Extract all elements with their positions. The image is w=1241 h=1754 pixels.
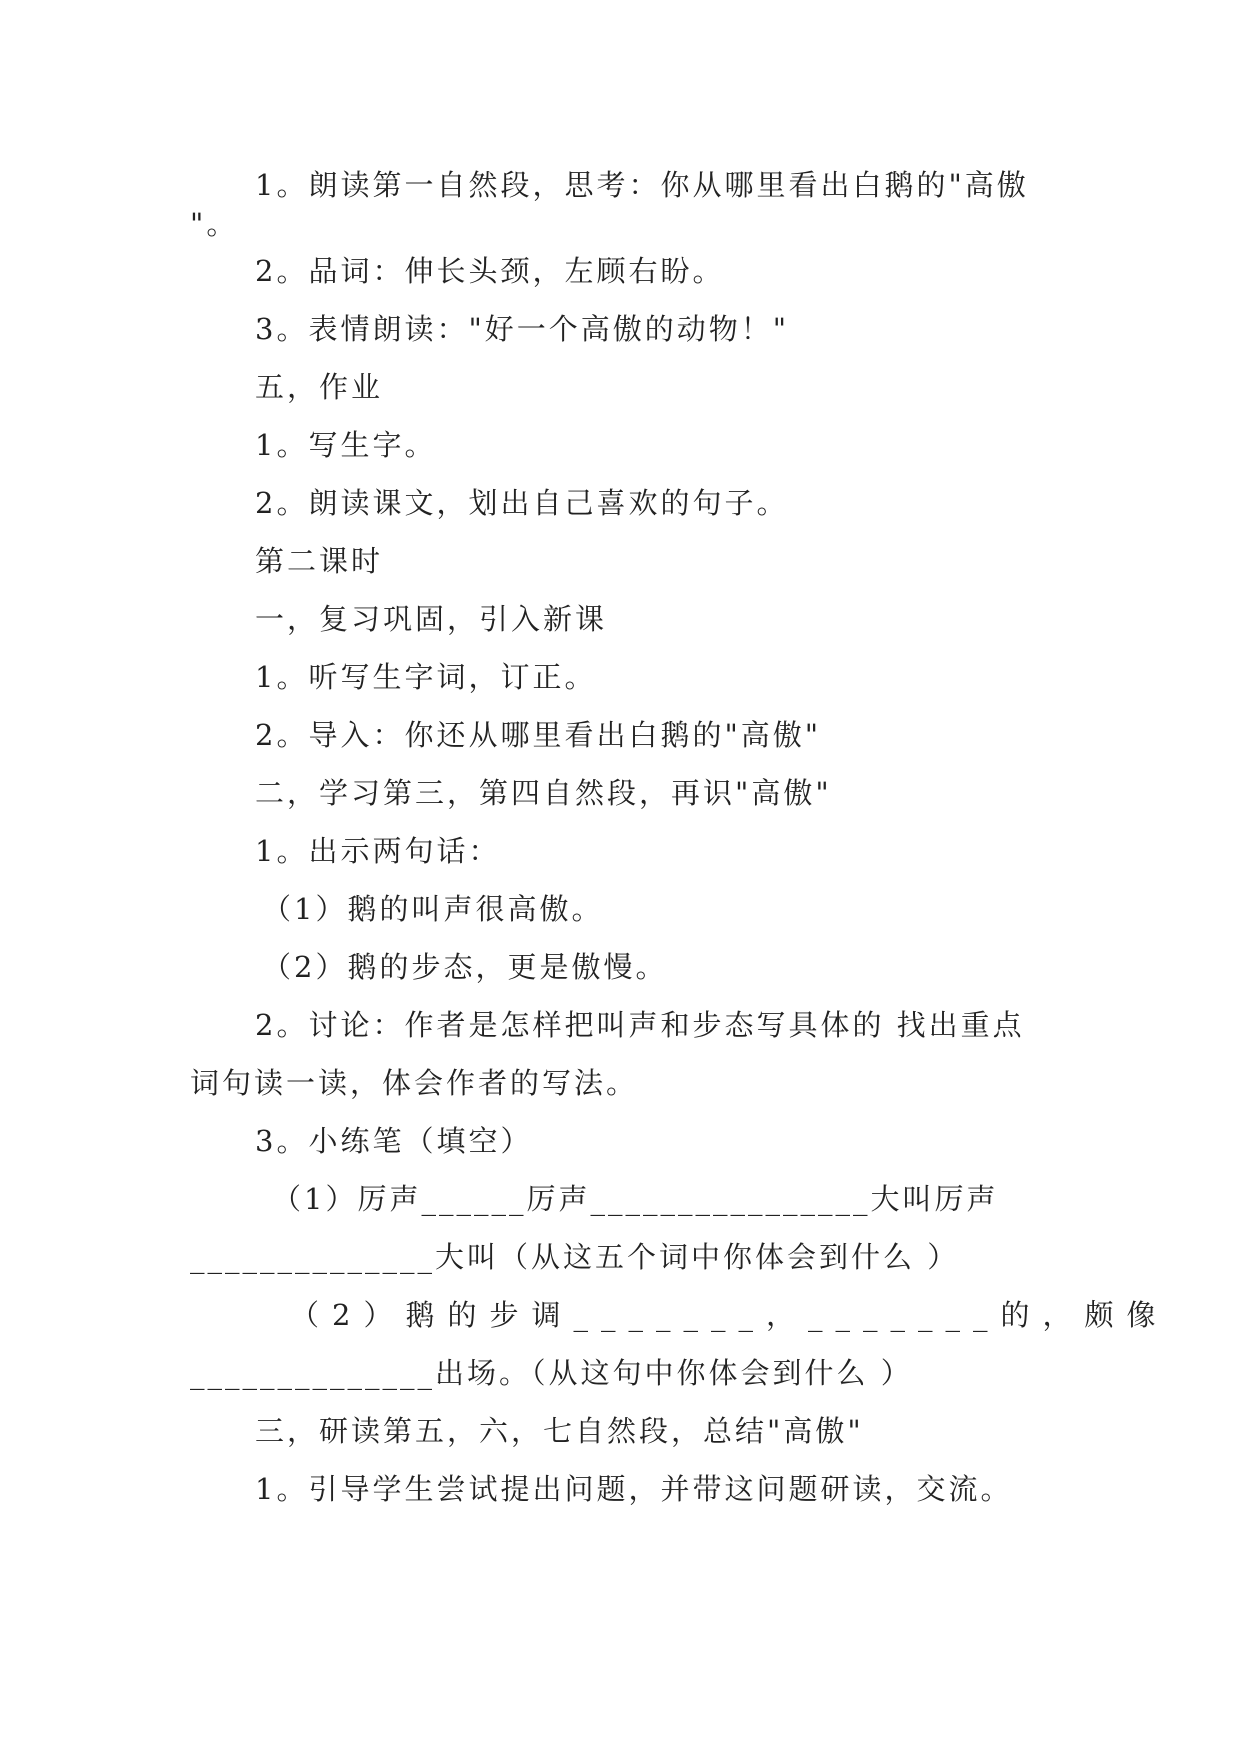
fill-blank-line: ______________出场。（从这句中你体会到什么 ） [190,1356,913,1390]
fill-blank-line: （2）鹅的步调_______，_______的，颇像 [290,1298,1169,1332]
paragraph-line: 2。朗读课文，划出自己喜欢的句子。 [255,486,789,520]
paragraph-line: "。 [190,207,239,241]
paragraph-line: 2。讨论：作者是怎样把叫声和步态写具体的 找出重点 [255,1008,1025,1042]
fill-blank-line: （1）厉声______厉声________________大叫厉声 [272,1182,999,1216]
fill-blank-line: ______________大叫（从这五个词中你体会到什么 ） [190,1240,960,1274]
paragraph-line: 3。表情朗读："好一个高傲的动物！" [255,312,790,346]
section-heading: 第二课时 [255,544,384,578]
section-heading: 一，复习巩固，引入新课 [255,602,608,636]
paragraph-line: 1。听写生字词，订正。 [255,660,597,694]
paragraph-line: 1。引导学生尝试提出问题，并带这问题研读，交流。 [255,1472,1013,1506]
section-heading: 五，作业 [255,370,384,404]
paragraph-line: 2。导入：你还从哪里看出白鹅的"高傲" [255,718,822,752]
paragraph-line: （1）鹅的叫声很高傲。 [262,892,604,926]
paragraph-line: 1。朗读第一自然段，思考：你从哪里看出白鹅的"高傲 [255,168,1029,202]
section-heading: 二，学习第三，第四自然段，再识"高傲" [255,776,832,810]
paragraph-line: 词句读一读，体会作者的写法。 [190,1066,639,1100]
paragraph-line: 3。小练笔（填空） [255,1124,533,1158]
paragraph-line: （2）鹅的步态，更是傲慢。 [262,950,668,984]
paragraph-line: 1。出示两句话： [255,834,501,868]
section-heading: 三，研读第五，六，七自然段，总结"高傲" [255,1414,864,1448]
paragraph-line: 2。品词：伸长头颈，左顾右盼。 [255,254,725,288]
paragraph-line: 1。写生字。 [255,428,437,462]
